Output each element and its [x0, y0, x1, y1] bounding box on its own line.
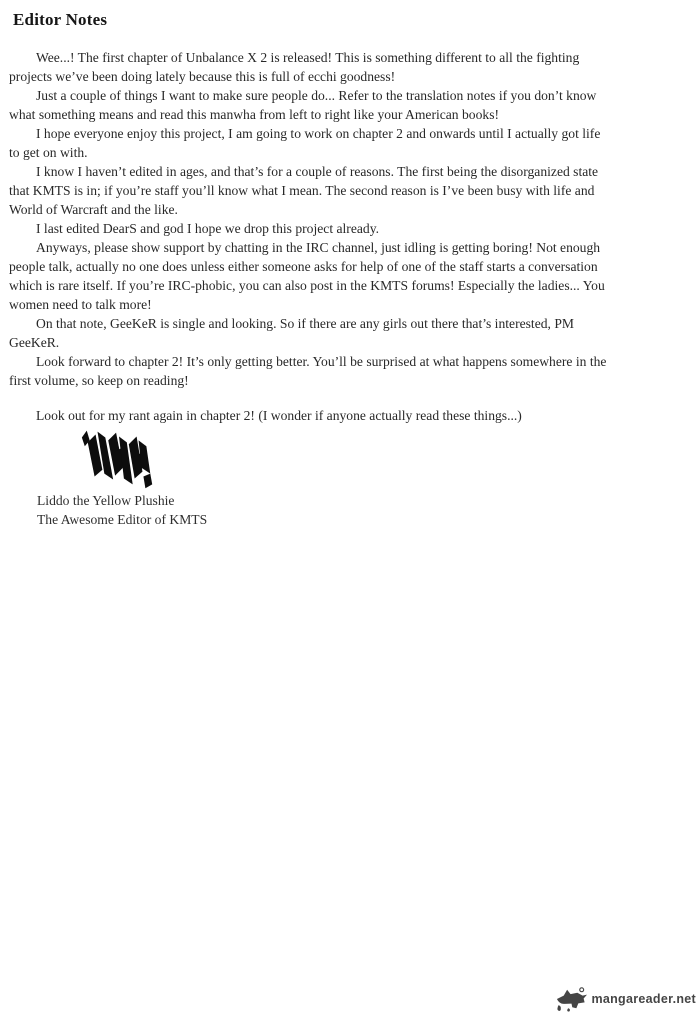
paragraph — [9, 314, 699, 352]
text-line: World of Warcraft and the like. — [9, 202, 178, 217]
text-line: I last edited DearS and god I hope we drop this project already. — [36, 221, 380, 236]
text-line: Look forward to chapter 2! It’s only getting better. You’ll be surprised at what happens somewhere in the — [36, 354, 607, 369]
text-line: GeeKeR. — [9, 335, 60, 350]
paragraph — [9, 162, 699, 219]
text-line: projects we’ve been doing lately because this is full of ecchi goodness! — [9, 69, 396, 84]
text-line: women need to talk more! — [9, 297, 152, 312]
text-line: that KMTS is in; if you’re staff you’ll know what I mean. The second reason is I’ve been busy with life and — [9, 183, 595, 198]
editor-notes-body — [9, 48, 699, 425]
paragraph — [9, 124, 699, 162]
paragraph — [9, 352, 699, 390]
signature-name: Liddo the Yellow Plushie — [37, 493, 175, 508]
text-line: Look out for my rant again in chapter 2! (I wonder if anyone actually read these things...) — [36, 408, 522, 423]
text-line: to get on with. — [9, 145, 88, 160]
watermark — [555, 986, 696, 1012]
text-line: Wee...! The first chapter of Unbalance X 2 is released! This is something different to all the fighting — [36, 50, 580, 65]
paragraph — [9, 406, 699, 425]
paragraph — [9, 219, 699, 238]
watermark-text: mangareader.net — [591, 992, 696, 1006]
text-line: what something means and read this manwha from left to right like your American books! — [9, 107, 500, 122]
page-title: Editor Notes — [13, 10, 108, 29]
text-line: people talk, actually no one does unless either someone asks for help of one of the staff starts a conversation — [9, 259, 598, 274]
text-line: first volume, so keep on reading! — [9, 373, 189, 388]
text-line: Anyways, please show support by chatting in the IRC channel, just idling is getting boring! Not enough — [36, 240, 601, 255]
signature-role: The Awesome Editor of KMTS — [37, 512, 208, 527]
text-line: Just a couple of things I want to make sure people do... Refer to the translation notes if you don’t know — [36, 88, 597, 103]
mangareader-creature-icon — [555, 986, 588, 1012]
text-line: On that note, GeeKeR is single and looking. So if there are any girls out there that’s interested, PM — [36, 316, 574, 331]
signature-block — [37, 491, 207, 529]
paragraph — [9, 238, 699, 314]
paragraph — [9, 48, 699, 86]
text-line: I know I haven’t edited in ages, and that’s for a couple of reasons. The first being the disorganized state — [36, 164, 599, 179]
liddo-blackletter-signature-icon — [76, 424, 162, 490]
text-line: I hope everyone enjoy this project, I am going to work on chapter 2 and onwards until I actually got life — [36, 126, 601, 141]
paragraph — [9, 86, 699, 124]
text-line: which is rare itself. If you’re IRC-phobic, you can also post in the KMTS forums! Especially the ladies... You — [9, 278, 605, 293]
